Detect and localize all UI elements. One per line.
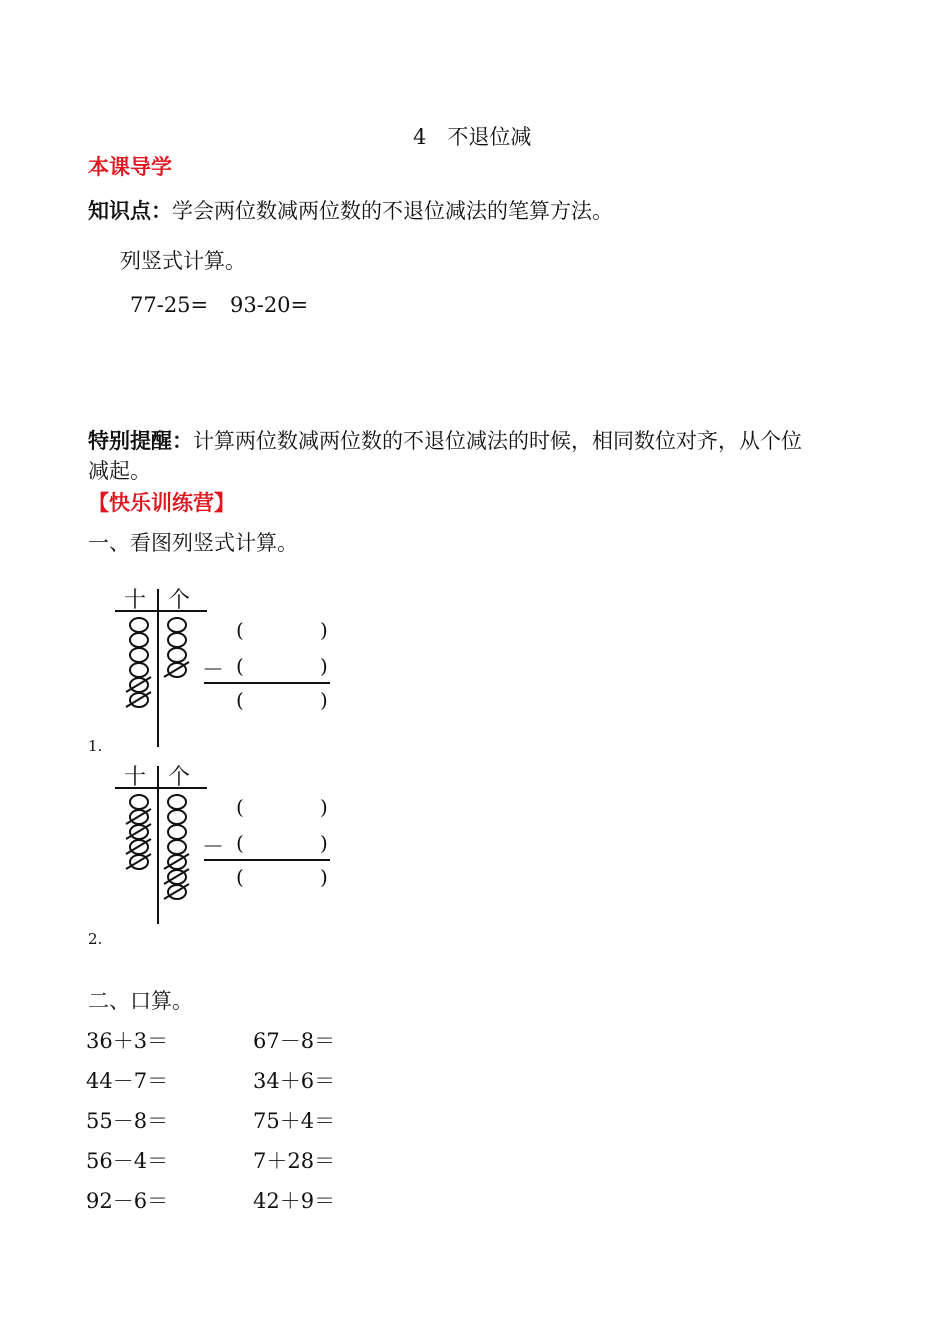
right-paren: ) bbox=[320, 688, 328, 712]
oral-problem: 67－8＝ bbox=[253, 1029, 336, 1053]
oral-problem: 42＋9＝ bbox=[253, 1189, 336, 1213]
minus-sign: － bbox=[202, 658, 225, 683]
left-paren: ( bbox=[236, 618, 244, 642]
bead bbox=[168, 633, 186, 647]
right-paren: ) bbox=[320, 654, 328, 678]
bead bbox=[168, 810, 186, 824]
oral-problem: 92－6＝ bbox=[86, 1189, 169, 1213]
oral-problem: 75＋4＝ bbox=[253, 1109, 336, 1133]
knowledge-text: 学会两位数减两位数的不退位减法的笔算方法。 bbox=[172, 199, 613, 223]
oral-problem: 44－7＝ bbox=[86, 1069, 169, 1093]
figure-number: 2. bbox=[88, 930, 103, 948]
oral-problem: 55－8＝ bbox=[86, 1109, 169, 1133]
bead bbox=[130, 648, 148, 662]
minus-sign: － bbox=[202, 835, 225, 860]
reminder bbox=[88, 428, 802, 454]
ones-header: 个 bbox=[168, 765, 191, 790]
bead bbox=[168, 825, 186, 839]
knowledge-point bbox=[88, 198, 613, 224]
bead bbox=[130, 633, 148, 647]
bead bbox=[130, 618, 148, 632]
tens-header: 十 bbox=[124, 765, 147, 790]
part2-title: 二、口算。 bbox=[88, 989, 193, 1013]
left-paren: ( bbox=[236, 654, 244, 678]
bead bbox=[168, 840, 186, 854]
reminder-label: 特别提醒： bbox=[88, 429, 193, 453]
right-paren: ) bbox=[320, 618, 328, 642]
left-paren: ( bbox=[236, 831, 244, 855]
abacus-figure-1 bbox=[110, 585, 350, 755]
vertical-instruction: 列竖式计算。 bbox=[120, 249, 246, 273]
camp-heading: 【快乐训练营】 bbox=[88, 491, 235, 515]
ones-header: 个 bbox=[168, 588, 191, 613]
vertical-problem: 93-20= bbox=[230, 293, 309, 317]
reminder-line2: 减起。 bbox=[88, 459, 151, 483]
figure-number: 1. bbox=[88, 737, 103, 755]
abacus-drawing bbox=[110, 762, 350, 932]
right-paren: ) bbox=[320, 795, 328, 819]
bead bbox=[130, 795, 148, 809]
right-paren: ) bbox=[320, 865, 328, 889]
oral-problem: 56－4＝ bbox=[86, 1149, 169, 1173]
oral-problem: 34＋6＝ bbox=[253, 1069, 336, 1093]
left-paren: ( bbox=[236, 795, 244, 819]
left-paren: ( bbox=[236, 688, 244, 712]
bead bbox=[168, 618, 186, 632]
knowledge-label: 知识点： bbox=[88, 199, 172, 223]
abacus-drawing bbox=[110, 585, 350, 755]
vertical-problem: 77-25= bbox=[130, 293, 209, 317]
bead bbox=[168, 648, 186, 662]
tens-header: 十 bbox=[124, 588, 147, 613]
abacus-figure-2 bbox=[110, 762, 350, 932]
left-paren: ( bbox=[236, 865, 244, 889]
right-paren: ) bbox=[320, 831, 328, 855]
oral-problem: 7＋28＝ bbox=[253, 1149, 336, 1173]
bead bbox=[130, 663, 148, 677]
page-title: 4 不退位减 bbox=[413, 125, 532, 149]
bead bbox=[168, 795, 186, 809]
part1-title: 一、看图列竖式计算。 bbox=[88, 531, 298, 555]
oral-problem: 36＋3＝ bbox=[86, 1029, 169, 1053]
reminder-line1: 计算两位数减两位数的不退位减法的时候，相同数位对齐，从个位 bbox=[193, 429, 802, 453]
section-guide-heading: 本课导学 bbox=[88, 155, 172, 179]
